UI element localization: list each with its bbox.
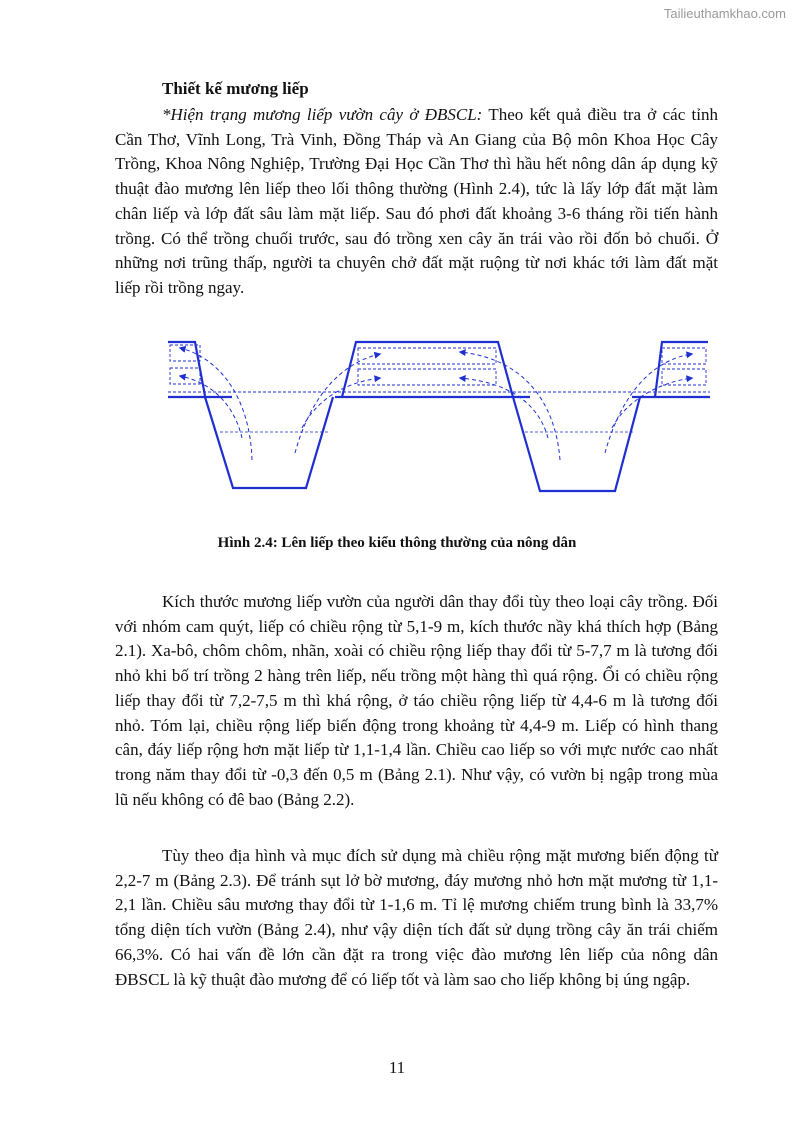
paragraph-current-status — [115, 103, 718, 301]
soil-layer — [358, 369, 496, 385]
paragraph-ditch-size: Tùy theo địa hình và mục đích sử dụng mà chiều rộng mặt mương biến động từ 2,2-7 m (Bảng 2.3). Để tránh sụt lở bờ mương, đáy mương nhỏ hơn mặt mương từ 1,1- 2,1 lần. Chiều sâu mương thay đổi từ 1-1,6 m. Tỉ lệ mương chiếm trung bình là 33,7% tổng diện tích vườn (Bảng 2.4), như vậy diện tích đất sử dụng trồng cây ăn trái chiếm 66,3%. Có hai vấn đề lớn cần đặt ra trong việc đào mương lên liếp của nông dân ĐBSCL là kỹ thuật đào mương để có liếp tốt và làm sao cho liếp không bị úng ngập. — [115, 846, 718, 989]
soil-move-arrow — [460, 378, 548, 438]
page-number: 11 — [388, 1058, 406, 1077]
soil-move-arrow — [295, 354, 380, 453]
soil-move-arrow — [180, 376, 242, 438]
bed-center — [342, 342, 513, 397]
section-heading: Thiết kế mương liếp — [162, 79, 309, 98]
watermark: Tailieuthamkhao.com — [663, 6, 786, 21]
paragraph-bed-size: Kích thước mương liếp vườn của người dân thay đổi tùy theo loại cây trồng. Đối với nhóm cam quýt, liếp có chiều rộng từ 5,1-9 m, kích thước nầy khá thích hợp (Bảng 2.1). Xa-bô, chôm chôm, nhãn, xoài có chiều rộng liếp thay đổi từ 5-7,7 m là tương đối nhỏ khi bố trí trồng 2 hàng trên liếp, nếu trồng một hàng thì quá rộng. Ổi có chiều rộng liếp thay đổi từ 7,2-7,5 m thì khá rộng, ở táo chiều rộng liếp từ 4,4-6 m là tương đối nhỏ. Tóm lại, chiều rộng liếp biến động trong khoảng từ 4,4-9 m. Liếp có hình thang cân, đáy liếp rộng hơn mặt liếp từ 1,1-1,4 lần. Chiều cao liếp so với mực nước cao nhất trong năm thay đổi từ -0,3 đến 0,5 m (Bảng 2.1). Như vậy, có vườn bị ngập trong mùa lũ nếu không có đê bao (Bảng 2.2). — [115, 592, 718, 809]
soil-move-arrow — [460, 352, 560, 460]
figure-raised-bed-diagram — [160, 328, 720, 508]
soil-move-arrow — [612, 378, 692, 428]
soil-move-arrow — [180, 348, 252, 460]
figure-caption: Hình 2.4: Lên liếp theo kiểu thông thường của nông dân — [217, 535, 577, 551]
paragraph-lead: *Hiện trạng mương liếp vườn cây ở ĐBSCL: — [162, 105, 483, 124]
bed-right — [655, 342, 708, 397]
soil-layer — [662, 369, 706, 385]
soil-layer — [170, 368, 200, 384]
paragraph-body: Theo kết quả điều tra ở các tỉnh Cần Thơ, Vĩnh Long, Trà Vinh, Đồng Tháp và An Giang của Bộ môn Khoa Học Cây Trồng, Khoa Nông Nghiệp, Trường Đại Học Cần Thơ thì hầu hết nông dân áp dụng kỹ thuật đào mương lên liếp theo lối thông thường (Hình 2.4), tức là lấy lớp đất mặt làm chân liếp và lớp đất sâu làm mặt liếp. Sau đó phơi đất khoảng 3-6 tháng rồi tiến hành trồng. Có thể trồng chuối trước, sau đó trồng xen cây ăn trái vào rồi đốn bỏ chuối. Ở những nơi trũng thấp, người ta chuyên chở đất mặt ruộng từ nơi khác tới làm đất mặt liếp rồi trồng ngay. — [115, 105, 718, 297]
soil-move-arrow — [302, 378, 380, 428]
soil-layer — [358, 348, 496, 364]
